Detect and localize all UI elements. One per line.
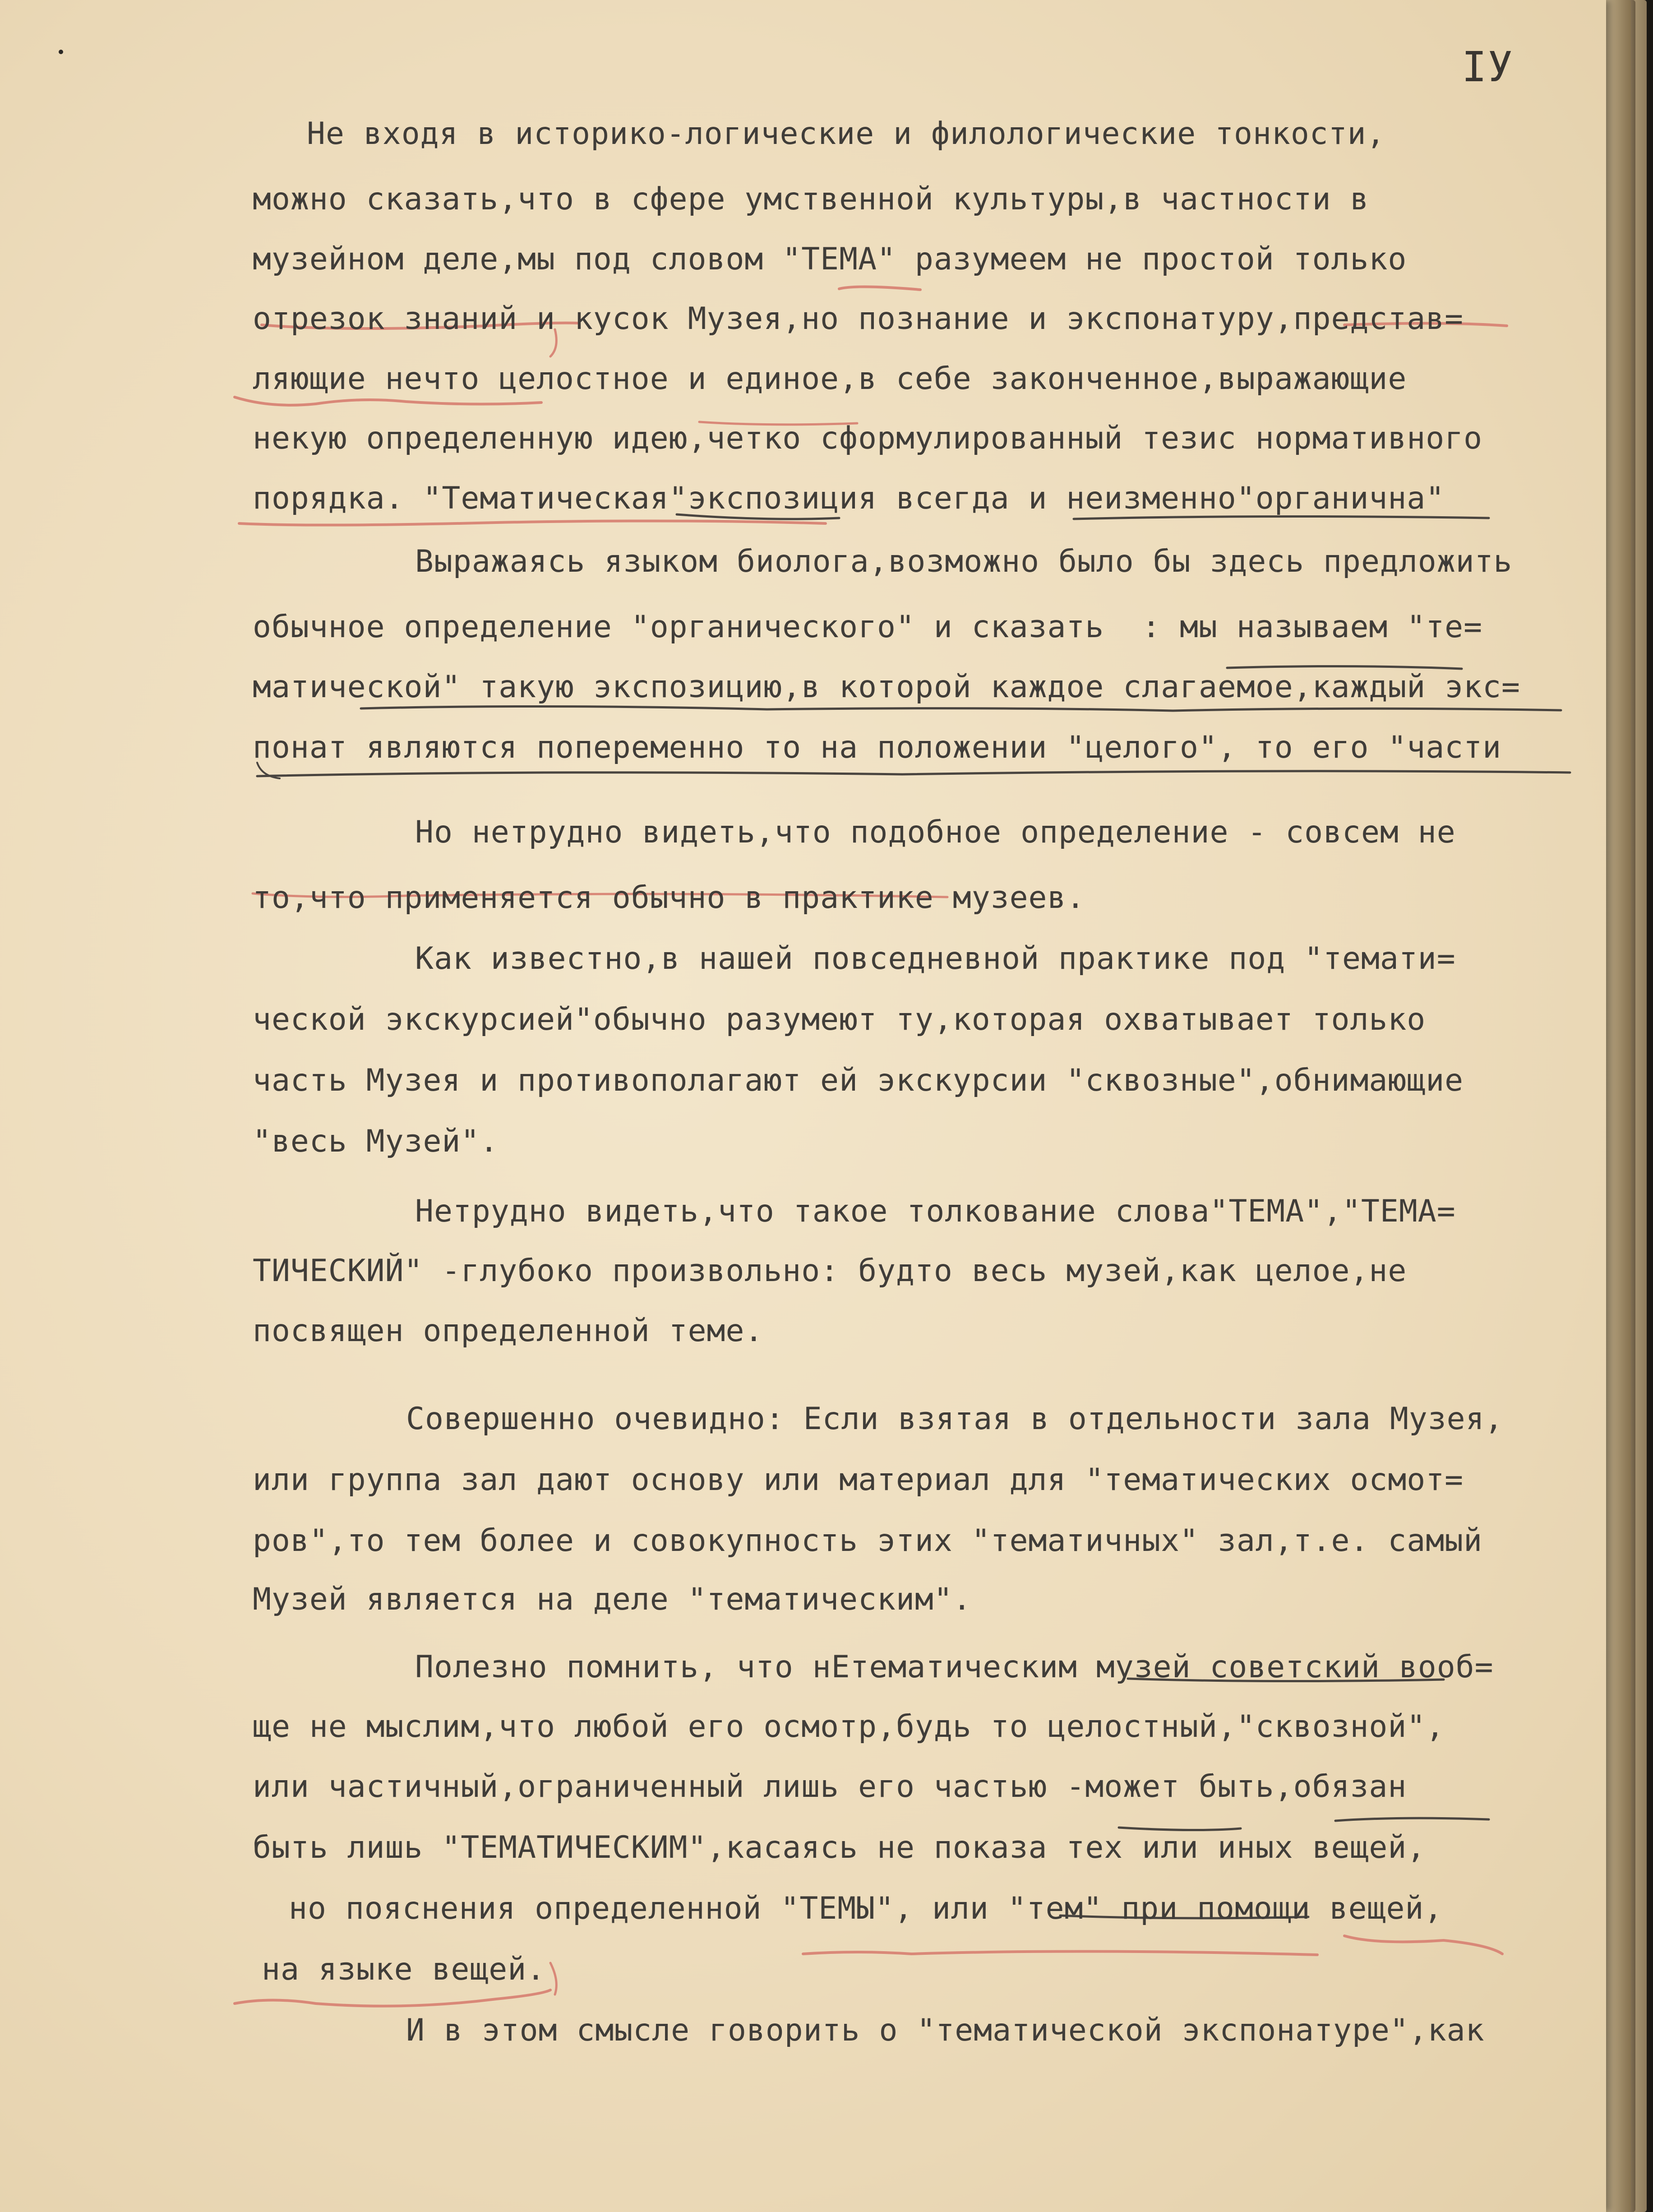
text-line: ляющие нечто целостное и единое,в себе законченное,выражающие <box>253 361 1407 397</box>
text-line: Как известно,в нашей повседневной практике под "темати= <box>415 941 1456 976</box>
text-line: но пояснения определенной "ТЕМЫ", или "тем" при помощи вещей, <box>289 1891 1443 1926</box>
text-line: ров",то тем более и совокупность этих "тематичных" зал,т.е. самый <box>253 1523 1483 1559</box>
text-line: Музей является на деле "тематическим". <box>253 1582 972 1617</box>
text-line: матической" такую экспозицию,в которой каждое слагаемое,каждый экс= <box>253 669 1520 705</box>
text-line: посвящен определенной теме. <box>253 1313 764 1349</box>
text-line: быть лишь "ТЕМАТИЧЕСКИМ",касаясь не показа тех или иных вещей, <box>253 1830 1426 1865</box>
text-line: И в этом смысле говорить о "тематической экспонатуре",как <box>406 2013 1485 2048</box>
text-line: Выражаясь языком биолога,возможно было бы здесь предложить <box>415 544 1513 579</box>
text-line: Не входя в историко-логические и филологические тонкости, <box>307 116 1385 152</box>
page-number: IУ <box>1462 43 1514 91</box>
text-line: понат являются попеременно то на положении "целого", то его "части <box>253 730 1502 765</box>
text-line: можно сказать,что в сфере умственной культуры,в частности в <box>253 181 1369 217</box>
text-line: обычное определение "органического" и сказать : мы называем "те= <box>253 609 1483 645</box>
text-line: Полезно помнить, что нЕтематическим музей советский вооб= <box>415 1649 1494 1685</box>
text-line: часть Музея и противополагают ей экскурсии "сквозные",обнимающие <box>253 1063 1464 1098</box>
text-line: Но нетрудно видеть,что подобное определение - совсем не <box>415 814 1456 850</box>
text-line: Нетрудно видеть,что такое толкование слова"ТЕМА","ТЕМА= <box>415 1194 1456 1229</box>
page-stack-edge <box>1608 0 1631 2212</box>
text-line: то,что применяется обычно в практике музеев. <box>253 880 1085 916</box>
text-line: на языке вещей. <box>262 1952 546 1987</box>
text-line: или частичный,ограниченный лишь его частью -может быть,обязан <box>253 1769 1407 1805</box>
text-line: некую определенную идею,четко сформулированный тезис нормативного <box>253 421 1483 456</box>
text-line: отрезок знаний и кусок Музея,но познание и экспонатуру,представ= <box>253 301 1464 337</box>
text-line: музейном деле,мы под словом "ТЕМА" разумеем не простой только <box>253 241 1407 277</box>
text-line: "весь Музей". <box>253 1124 499 1159</box>
text-line: ще не мыслим,что любой его осмотр,будь то целостный,"сквозной", <box>253 1709 1445 1745</box>
text-line: ческой экскурсией"обычно разумеют ту,которая охватывает только <box>253 1002 1426 1037</box>
text-line: Совершенно очевидно: Если взятая в отдельности зала Музея, <box>406 1401 1504 1437</box>
text-line: ТИЧЕСКИЙ" -глубоко произвольно: будто весь музей,как целое,не <box>253 1253 1407 1289</box>
text-line: порядка. "Тематическая"экспозиция всегда и неизменно"органична" <box>253 481 1445 516</box>
text-line: или группа зал дают основу или материал для "тематических осмот= <box>253 1462 1464 1498</box>
